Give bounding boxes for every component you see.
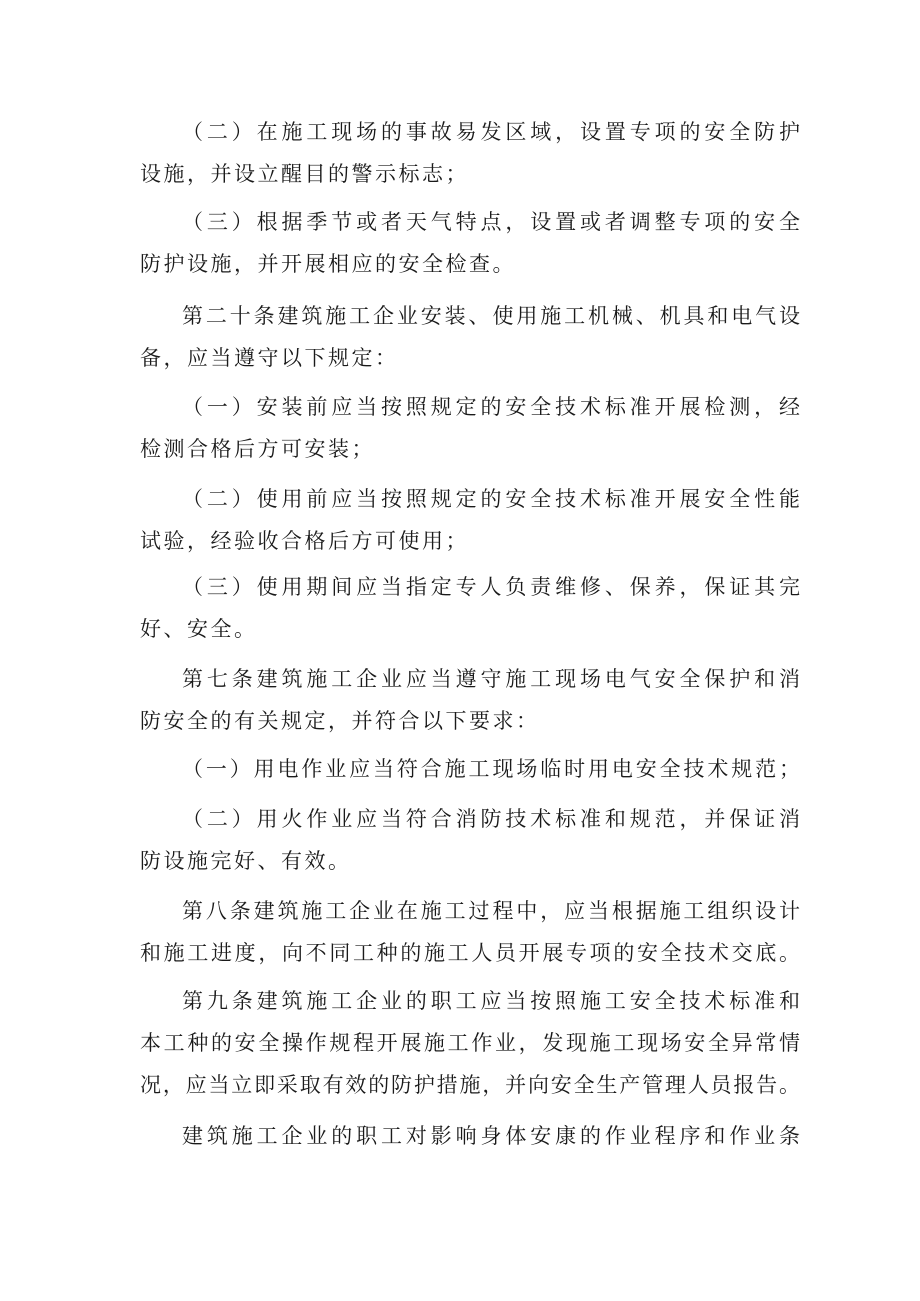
paragraph-line: 检测合格后方可安装； [140,437,375,461]
paragraph-line: 和施工进度，向不同工种的施工人员开展专项的安全技术交底。 [140,941,800,965]
paragraph-line: （二）用火作业应当符合消防技术标准和规范，并保证消 [182,807,800,831]
paragraph-line: 第七条建筑施工企业应当遵守施工现场电气安全保护和消 [182,667,800,691]
paragraph-line: 试验，经验收合格后方可使用； [140,529,469,553]
paragraph-line: 第九条建筑施工企业的职工应当按照施工安全技术标准和 [182,989,800,1013]
paragraph-line: （二）使用前应当按照规定的安全技术标准开展安全性能 [182,487,800,511]
paragraph-line: 况，应当立即采取有效的防护措施，并向安全生产管理人员报告。 [140,1073,800,1097]
paragraph-line: 建筑施工企业的职工对影响身体安康的作业程序和作业条 [182,1124,800,1148]
paragraph-line: 防安全的有关规定，并符合以下要求： [140,709,540,733]
paragraph-line: （三）根据季节或者天气特点，设置或者调整专项的安全 [182,210,800,234]
paragraph-line: 防护设施，并开展相应的安全检查。 [140,252,516,276]
paragraph-line: 设施，并设立醒目的警示标志； [140,162,469,186]
paragraph-line: （二）在施工现场的事故易发区域，设置专项的安全防护 [182,120,800,144]
paragraph-line: 好、安全。 [140,617,258,641]
paragraph-line: 本工种的安全操作规程开展施工作业，发现施工现场安全异常情 [140,1031,800,1055]
paragraph-line: （一）安装前应当按照规定的安全技术标准开展检测，经 [182,395,800,419]
paragraph-line: 第八条建筑施工企业在施工过程中，应当根据施工组织设计 [182,899,800,923]
paragraph-line: 第二十条建筑施工企业安装、使用施工机械、机具和电气设 [182,304,800,328]
paragraph-line: 备，应当遵守以下规定： [140,346,399,370]
paragraph-line: （三）使用期间应当指定专人负责维修、保养，保证其完 [182,575,800,599]
paragraph-line: 防设施完好、有效。 [140,849,352,873]
paragraph-line: （一）用电作业应当符合施工现场临时用电安全技术规范； [182,757,800,781]
